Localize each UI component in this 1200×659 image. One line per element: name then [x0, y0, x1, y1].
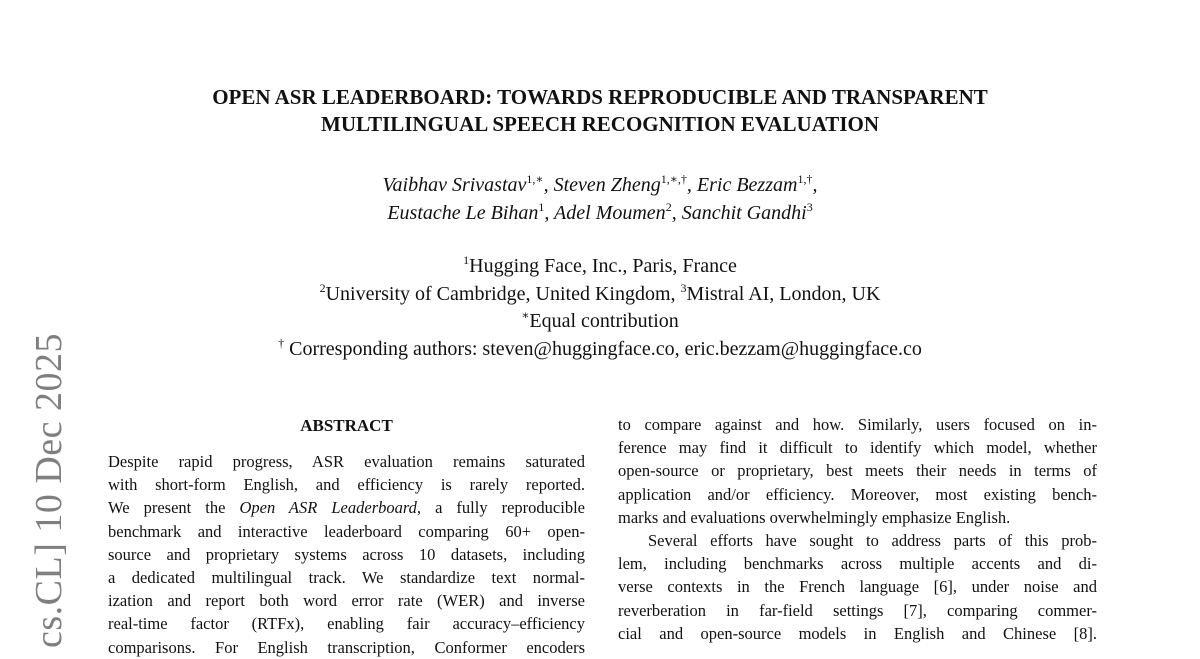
- author-line-2: [100, 199, 1100, 227]
- body-line: verse contexts in the French language [6], under noise and: [618, 577, 1097, 597]
- author-affil-mark: 1,†: [797, 172, 813, 186]
- affiliations: [100, 253, 1100, 363]
- author-name: Steven Zheng: [553, 174, 661, 196]
- author-separator: ,: [543, 174, 554, 196]
- author-affil-mark: 1,∗: [526, 172, 544, 186]
- body-line: application and/or efficiency. Moreover, most existing bench-: [618, 484, 1097, 504]
- body-line: lem, including benchmarks across multiple accents and di-: [618, 554, 1097, 574]
- paper-title: [100, 84, 1100, 138]
- affil-mark: 3: [680, 280, 687, 295]
- author-line-1: [100, 171, 1100, 199]
- abstract-line: with short-form English, and efficiency is rarely reported.: [108, 475, 585, 495]
- abstract-line: a dedicated multilingual track. We standardize text normal-: [108, 567, 585, 587]
- abstract-line: Despite rapid progress, ASR evaluation remains saturated: [108, 452, 585, 471]
- author-separator: ,: [544, 202, 555, 224]
- author-name: Adel Moumen: [554, 202, 666, 224]
- author-name: Vaibhav Srivastav: [382, 174, 527, 196]
- affil-mark: †: [278, 335, 285, 350]
- body-line: cial and open-source models in English and Chinese [8].: [618, 623, 1097, 643]
- abstract-text: , a fully reproducible: [416, 498, 585, 518]
- author-affil-mark: 3: [806, 200, 813, 214]
- body-line: marks and evaluations overwhelmingly emphasize English.: [618, 507, 1011, 527]
- affil-text: University of Cambridge, United Kingdom,: [325, 282, 681, 305]
- affil-text: Hugging Face, Inc., Paris, France: [469, 255, 737, 277]
- affiliation-line: [100, 281, 1100, 309]
- author-separator: ,: [686, 174, 697, 196]
- affiliation-line: [100, 253, 1100, 281]
- title-line-1: OPEN ASR LEADERBOARD: TOWARDS REPRODUCIBLE AND TRANSPARENT: [212, 85, 988, 109]
- author-separator: ,: [812, 174, 818, 196]
- abstract-emphasis: Open ASR Leaderboard: [239, 498, 417, 518]
- author-name: Eric Bezzam: [696, 174, 798, 196]
- abstract-line: ization and report both word error rate (WER) and inverse: [108, 591, 585, 611]
- abstract-body: [108, 450, 585, 659]
- author-name: Sanchit Gandhi: [681, 202, 807, 224]
- abstract-text: We present the: [108, 498, 240, 518]
- corresponding-authors-text: Corresponding authors: steven@huggingface.co, eric.bezzam@huggingface.co: [284, 337, 922, 360]
- affil-text: Equal contribution: [529, 310, 679, 332]
- affil-mark: 2: [319, 280, 326, 295]
- abstract-line: source and proprietary systems across 10 datasets, including: [108, 544, 585, 564]
- abstract-line: benchmark and interactive leaderboard comparing 60+ open-: [108, 521, 585, 541]
- title-line-2: MULTILINGUAL SPEECH RECOGNITION EVALUATION: [321, 112, 879, 136]
- author-affil-mark: 2: [665, 200, 672, 214]
- abstract-line: [108, 496, 585, 519]
- author-list: [100, 171, 1100, 227]
- abstract-line: real-time factor (RTFx), enabling fair accuracy–efficiency: [108, 614, 585, 634]
- abstract-line: comparisons. For English transcription, Conformer encoders: [108, 637, 585, 657]
- abstract-heading: ABSTRACT: [300, 416, 393, 435]
- paragraph-start-line: Several efforts have sought to address parts of this prob-: [648, 530, 1097, 550]
- body-line: reverberation in far-field settings [7], comparing commer-: [618, 600, 1097, 620]
- affil-mark: 1: [463, 253, 470, 267]
- affil-mark: ∗: [521, 308, 530, 322]
- affiliation-line: [100, 336, 1100, 364]
- author-affil-mark: 1: [538, 200, 545, 214]
- author-affil-mark: 1,∗,†: [660, 172, 687, 186]
- affil-text: Mistral AI, London, UK: [686, 282, 881, 305]
- body-line: ference may find it difficult to identify which model, whether: [618, 438, 1097, 458]
- arxiv-side-stamp: cs.CL] 10 Dec 2025: [28, 332, 70, 648]
- body-line: to compare against and how. Similarly, users focused on in-: [618, 415, 1097, 434]
- intro-body: [618, 413, 1097, 645]
- body-line: open-source or proprietary, best meets their needs in terms of: [618, 461, 1097, 481]
- author-name: Eustache Le Bihan: [387, 202, 539, 224]
- affiliation-line: [100, 308, 1100, 336]
- author-separator: ,: [671, 202, 682, 224]
